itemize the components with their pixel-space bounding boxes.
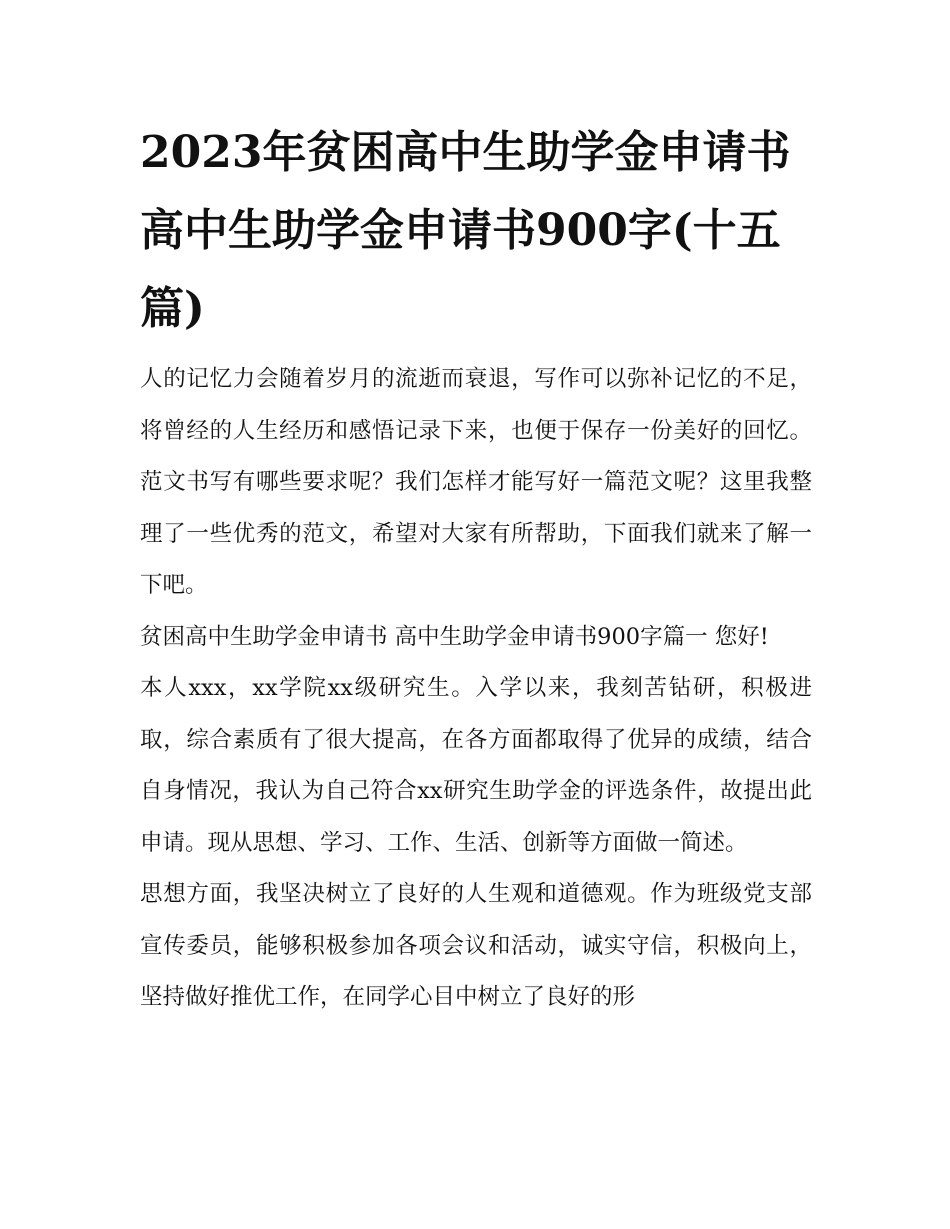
document-title: 2023年贫困高中生助学金申请书 高中生助学金申请书900字(十五篇)	[140, 127, 791, 334]
paragraph-section-heading: 贫困高中生助学金申请书 高中生助学金申请书900字篇一 您好!	[140, 623, 769, 650]
paragraph-ideology: 思想方面，我坚决树立了良好的人生观和道德观。作为班级党支部宣传委员，能够积极参加各项会议和活动，诚实守信，积极向上，坚持做好推优工作，在同学心目中树立了良好的形	[140, 881, 812, 1010]
paragraph-intro: 人的记忆力会随着岁月的流逝而衰退，写作可以弥补记忆的不足，将曾经的人生经历和感悟记录下来，也便于保存一份美好的回忆。范文书写有哪些要求呢？我们怎样才能写好一篇范文呢？这里我整理了一些优秀的范文，希望对大家有所帮助，下面我们就来了解一下吧。	[140, 366, 812, 598]
paragraph-self-introduction: 本人xxx，xx学院xx级研究生。入学以来，我刻苦钻研，积极进取，综合素质有了很大提高，在各方面都取得了优异的成绩，结合自身情况，我认为自己符合xx研究生助学金的评选条件，故提出此申请。现从思想、学习、工作、生活、创新等方面做一简述。	[140, 675, 812, 856]
document-body	[140, 354, 812, 1024]
document-page	[140, 114, 812, 1024]
